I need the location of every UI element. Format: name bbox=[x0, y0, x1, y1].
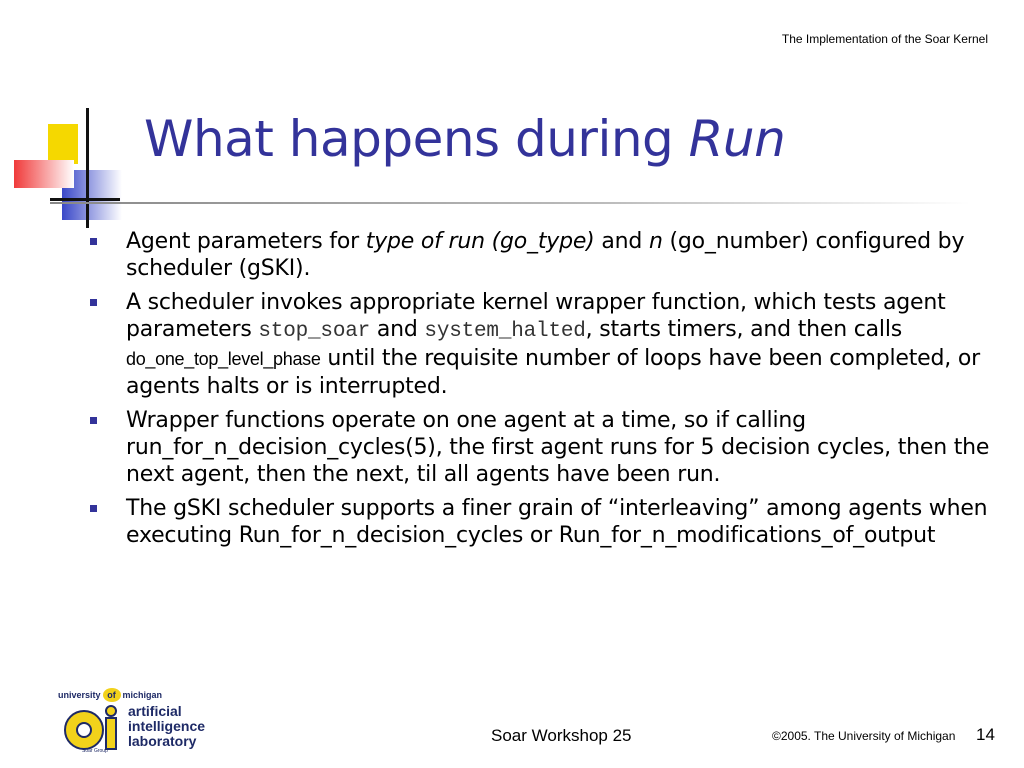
ai-logo-icon bbox=[62, 704, 124, 754]
bullet-list bbox=[90, 228, 990, 556]
bullet-marker-icon bbox=[90, 505, 97, 512]
bullet-item bbox=[90, 289, 990, 400]
presentation-title: The Implementation of the Soar Kernel bbox=[781, 32, 988, 46]
corner-decoration bbox=[0, 100, 140, 230]
bullet-item bbox=[90, 495, 990, 549]
bullet-text: A scheduler invokes appropriate kernel wrapper function, which tests agent parameters bbox=[126, 290, 946, 342]
svg-text:Soar Group: Soar Group bbox=[82, 748, 108, 754]
bullet-text: until the requisite number of loops have been completed, or agents halts or is interrupted. bbox=[126, 346, 980, 399]
footer-copyright: ©2005. The University of Michigan bbox=[772, 729, 956, 743]
title-divider bbox=[50, 202, 970, 204]
page-number: 14 bbox=[976, 725, 995, 744]
bullet-text: Agent parameters for bbox=[126, 229, 366, 254]
bullet-marker-icon bbox=[90, 299, 97, 306]
footer-event: Soar Workshop 25 bbox=[491, 726, 632, 745]
bullet-marker-icon bbox=[90, 417, 97, 424]
bullet-text: and bbox=[594, 229, 649, 254]
bullet-text: (go_number) configured by scheduler (gSKI). bbox=[126, 229, 965, 281]
ai-lab-logo bbox=[58, 688, 238, 754]
code-term: stop_soar bbox=[258, 320, 371, 343]
slide-title bbox=[144, 110, 785, 168]
bullet-emphasis: type of run (go_type) bbox=[365, 229, 595, 254]
bullet-text: and bbox=[370, 317, 425, 342]
bullet-item bbox=[90, 228, 990, 282]
bullet-text: Wrapper functions operate on one agent at a time, so if calling run_for_n_decision_cycles(5), the first agent runs for 5 decision cycles, then the next agent, then the next, til all agents have been run. bbox=[126, 408, 990, 487]
bullet-emphasis: n bbox=[648, 229, 663, 254]
university-of-michigan-label: university of michigan bbox=[58, 690, 163, 700]
function-name: do_one_top_level_phase bbox=[126, 349, 321, 369]
bullet-marker-icon bbox=[90, 238, 97, 245]
bullet-item bbox=[90, 407, 990, 488]
slide-title-emphasis: Run bbox=[688, 110, 786, 168]
ai-lab-wordmark: artificial intelligence laboratory bbox=[128, 703, 206, 749]
slide-title-text: What happens during bbox=[144, 110, 689, 168]
bullet-text: The gSKI scheduler supports a finer grain of “interleaving” among agents when executing Run_for_n_decision_cycles or Run_for_n_modifications_of_output bbox=[126, 496, 988, 548]
code-term: system_halted bbox=[424, 320, 586, 343]
bullet-text: , starts timers, and then calls bbox=[585, 317, 903, 342]
